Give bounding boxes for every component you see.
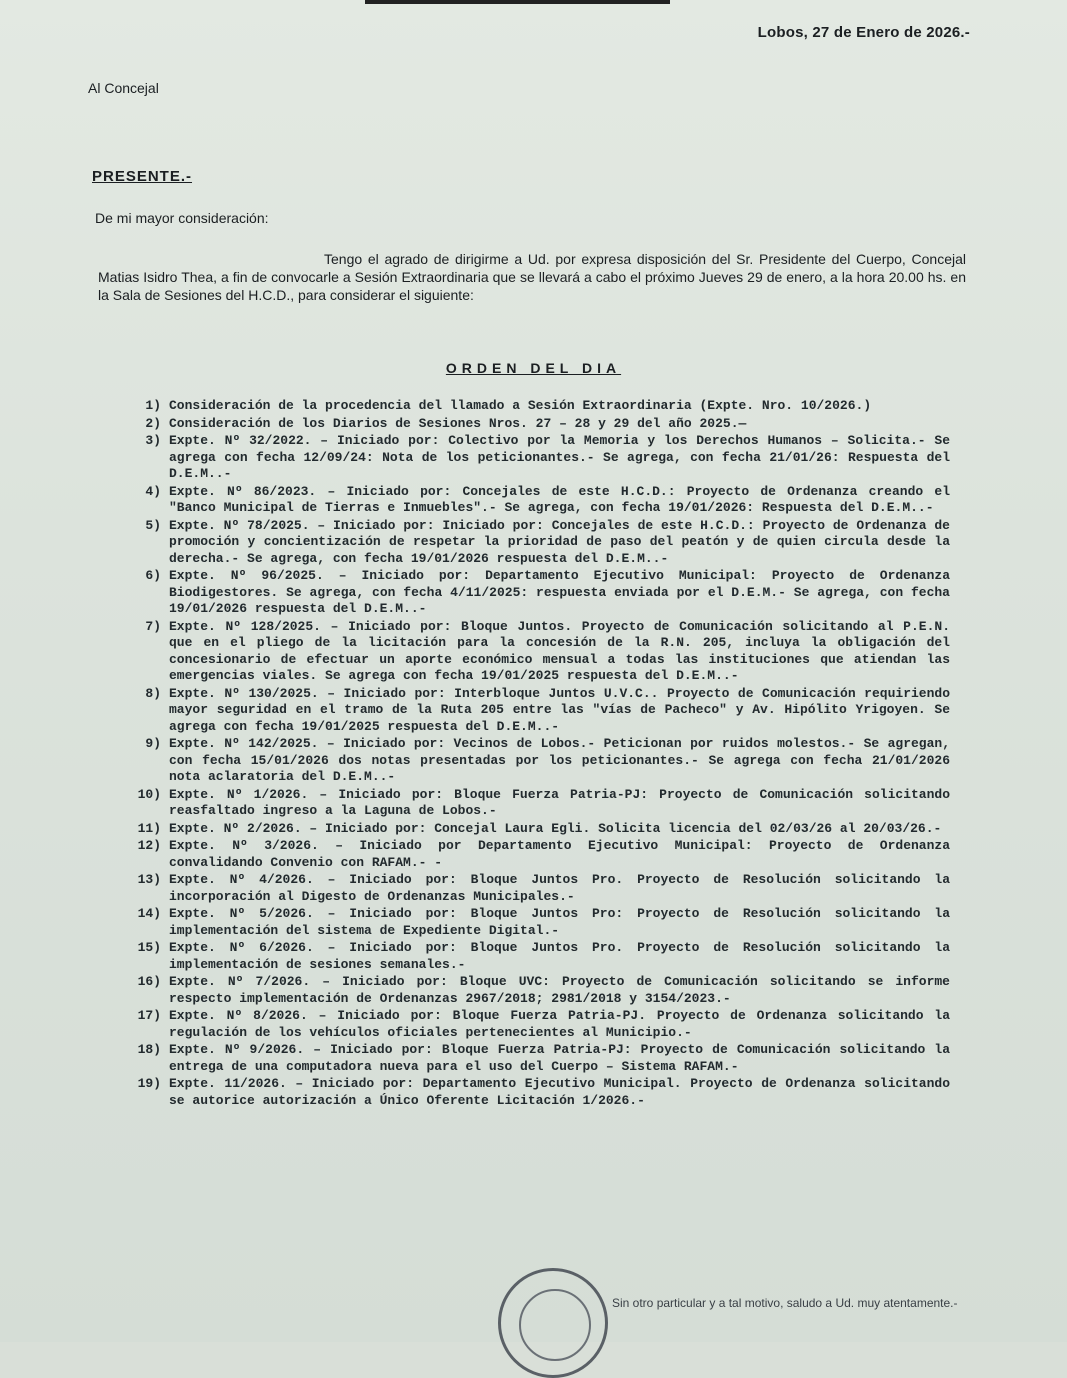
agenda-item-text: Expte. Nº 7/2026. – Iniciado por: Bloque UVC: Proyecto de Comunicación solicitando se informe respecto implementación de Ordenanzas 2967/2018; 2981/2018 y 3154/2023.- [169,974,950,1006]
agenda-item [135,398,950,415]
agenda-item-text: Expte. Nº 128/2025. – Iniciado por: Bloque Juntos. Proyecto de Comunicación solicitando al P.E.N. que en el pliego de la licitación para la concesión de la R.N. 205, incluya la obligación del concesionario de efectuar un aporte económico mensual a todas las instituciones que atiendan las emergencias viales. Se agrega con fecha 19/01/2025 respuesta del D.E.M..- [169,618,950,683]
closing-line: Sin otro particular y a tal motivo, saludo a Ud. muy atentamente.- [612,1296,958,1310]
convocation-paragraph: Tengo el agrado de dirigirme a Ud. por expresa disposición del Sr. Presidente del Cuerpo, Concejal Matias Isidro Thea, a fin de convocarle a Sesión Extraordinaria que se llevará a cabo el próximo Jueves 29 de enero, a la hora 20.00 hs. en la Sala de Sesiones del H.C.D., para considerar el siguiente: [98,251,966,303]
agenda-item [135,821,950,838]
agenda-item-text: Expte. Nº 1/2026. – Iniciado por: Bloque Fuerza Patria-PJ: Proyecto de Comunicación solicitando reasfaltado ingreso a la Laguna de Lobos.- [169,786,950,818]
agenda-item-number: 15) [137,940,161,955]
agenda-item-number: 5) [145,517,161,533]
agenda-item [135,838,950,871]
agenda-item-text: Expte. Nº 86/2023. – Iniciado por: Concejales de este H.C.D.: Proyecto de Ordenanza creando el "Banco Municipal de Tierras e Inmuebles".- Se agrega, con fecha 19/01/2026: Respuesta del D.E.M..- [169,483,950,515]
agenda-item-number: 9) [145,736,161,751]
agenda-item [135,1042,950,1075]
recipient: Al Concejal [88,80,159,96]
agenda-item-text: Expte. Nº 96/2025. – Iniciado por: Departamento Ejecutivo Municipal: Proyecto de Ordenanza Biodigestores. Se agrega, con fecha 4/11/2025: respuesta enviada por el D.E.M.- Se agrega, con fecha 19/01/2026 respuesta del D.E.M..- [169,568,950,616]
agenda-item-number: 16) [137,974,161,989]
presente-label: PRESENTE.- [92,168,193,185]
agenda-item-text: Expte. 11/2026. – Iniciado por: Departamento Ejecutivo Municipal. Proyecto de Ordenanza solicitando se autorice autorización a Único Oferente Licitación 1/2026.- [169,1076,950,1108]
agenda-item [135,736,950,786]
agenda-item [135,518,950,568]
agenda-item-text: Expte. Nº 5/2026. – Iniciado por: Bloque Juntos Pro: Proyecto de Resolución solicitando la implementación del sistema de Expediente Digital.- [169,906,950,938]
agenda-item [135,787,950,820]
agenda-item [135,1008,950,1041]
agenda-item [135,974,950,1007]
agenda-item-text: Expte. Nº 78/2025. – Iniciado por: Iniciado por: Concejales de este H.C.D.: Proyecto de Ordenanza de promoción y concientización de respetar la prioridad de paso del peatón y de quien circula desde la derecha.- Se agrega, con fecha 19/01/2026 respuesta del D.E.M..- [169,517,950,566]
agenda-item-text: Expte. Nº 142/2025. – Iniciado por: Vecinos de Lobos.- Peticionan por ruidos molestos.- Se agregan, con fecha 15/01/2026 dos notas presentadas por los peticionantes.- Se agrega con fecha 21/01/2026 nota aclaratoria del D.E.M..- [169,736,950,784]
agenda-item [135,484,950,517]
agenda-item [135,940,950,973]
agenda-item-number: 13) [137,872,161,887]
agenda-item-number: 2) [145,415,161,431]
agenda-item-number: 12) [137,838,161,853]
agenda-item [135,906,950,939]
agenda-item [135,872,950,905]
agenda-item-number: 18) [137,1042,161,1057]
agenda-item-text: Expte. Nº 130/2025. – Iniciado por: Interbloque Juntos U.V.C.. Proyecto de Comunicación requiriendo mayor seguridad en el tramo de la Ruta 205 entre las "vías de Pacheco" y Av. Hipólito Yrigoyen. Se agrega con fecha 19/01/2025 respuesta del D.E.M..- [169,685,950,734]
agenda-item-number: 17) [137,1008,161,1023]
agenda-item [135,686,950,736]
agenda-item-text: Expte. Nº 3/2026. – Iniciado por Departamento Ejecutivo Municipal: Proyecto de Ordenanza convalidando Convenio con RAFAM.- - [169,838,950,870]
agenda-item-text: Expte. Nº 2/2026. – Iniciado por: Concejal Laura Egli. Solicita licencia del 02/03/26 al 20/03/26.- [169,820,942,836]
agenda-item-number: 4) [145,483,161,499]
agenda-item-number: 10) [137,786,161,802]
agenda-item-text: Expte. Nº 8/2026. – Iniciado por: Bloque Fuerza Patria-PJ. Proyecto de Ordenanza solicitando la regulación de los vehículos oficiales pertenecientes al Municipio.- [169,1008,950,1040]
agenda-item-number: 8) [145,685,161,701]
agenda-item-number: 7) [145,618,161,634]
agenda-item-text: Expte. Nº 4/2026. – Iniciado por: Bloque Juntos Pro. Proyecto de Resolución solicitando la incorporación al Digesto de Ordenanzas Municipales.- [169,872,950,904]
agenda-list [135,398,950,1110]
agenda-title: ORDEN DEL DIA [445,360,622,376]
agenda-item-text: Expte. Nº 6/2026. – Iniciado por: Bloque Juntos Pro. Proyecto de Resolución solicitando la implementación de sesiones semanales.- [169,940,950,972]
agenda-item [135,619,950,685]
agenda-item [135,568,950,618]
agenda-item-text: Consideración de los Diarios de Sesiones Nros. 27 – 28 y 29 del año 2025.— [169,415,747,431]
seal-emblem [519,1289,591,1361]
agenda-item-number: 1) [145,398,161,413]
greeting: De mi mayor consideración: [95,210,269,226]
agenda-item-text: Expte. Nº 9/2026. – Iniciado por: Bloque Fuerza Patria-PJ: Proyecto de Comunicación solicitando la entrega de una computadora nueva para el uso del Cuerpo – Sistema RAFAM.- [169,1042,950,1074]
agenda-item-text: Expte. Nº 32/2022. – Iniciado por: Colectivo por la Memoria y los Derechos Humanos – Solicita.- Se agrega con fecha 12/09/24: Nota de los peticionantes.- Se agrega, con fecha 21/01/26: Respuesta del D.E.M..- [169,433,950,481]
agenda-item [135,1076,950,1109]
agenda-item-number: 11) [137,820,161,836]
agenda-item-number: 3) [145,433,161,448]
agenda-item-text: Consideración de la procedencia del llamado a Sesión Extraordinaria (Expte. Nro. 10/2026.) [169,398,872,413]
document-date: Lobos, 27 de Enero de 2026.- [757,24,970,41]
agenda-item [135,416,950,433]
agenda-item-number: 19) [137,1076,161,1091]
agenda-item [135,433,950,483]
agenda-item-number: 6) [145,568,161,583]
agenda-item-number: 14) [137,906,161,921]
letterhead-rule [365,0,670,4]
official-seal [498,1268,608,1378]
